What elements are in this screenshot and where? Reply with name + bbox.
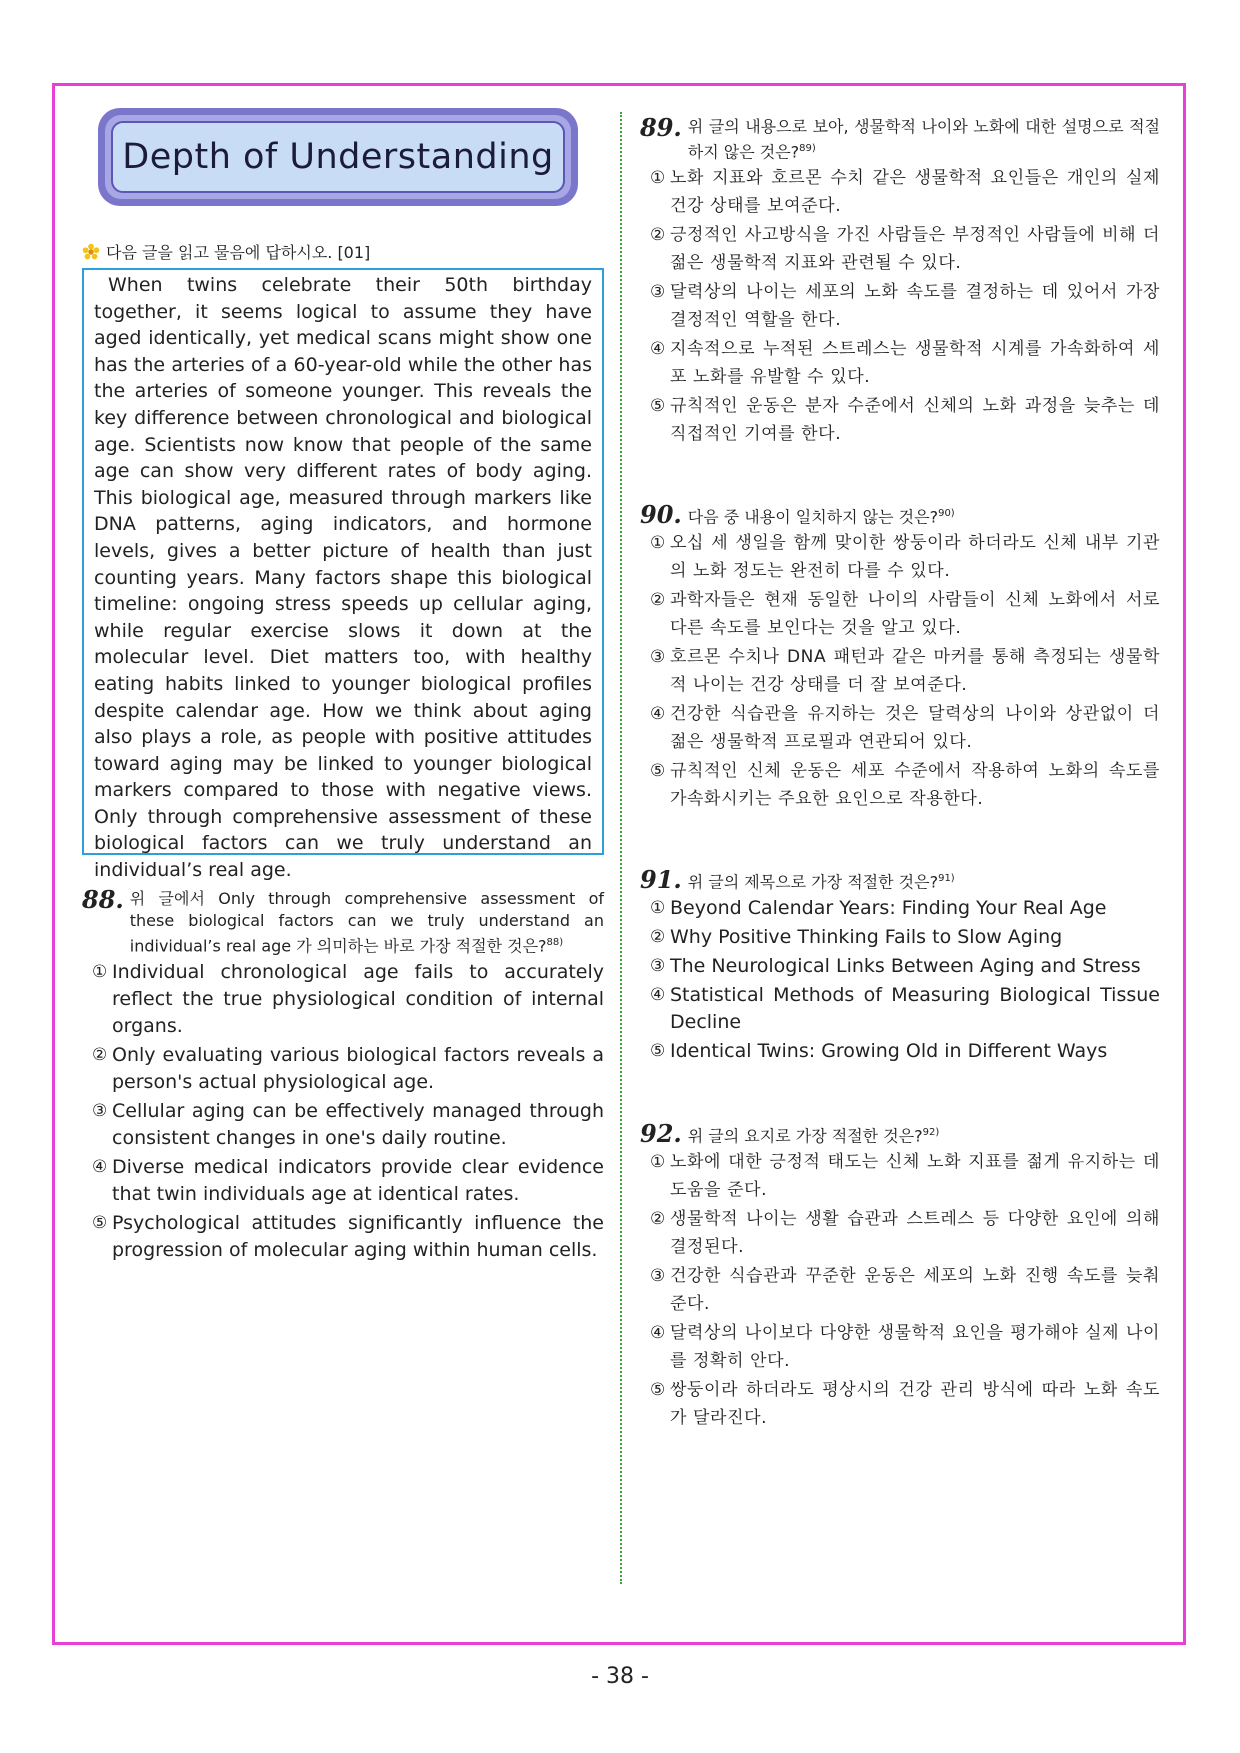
question-88 <box>82 885 604 1264</box>
option[interactable]: ① Beyond Calendar Years: Finding Your Real Age <box>650 897 1107 920</box>
question-text: 위 글의 제목으로 가장 적절한 것은?$^{91)}$ <box>687 872 955 892</box>
page-title: Depth of Understanding <box>122 137 554 177</box>
option[interactable]: ⑤ 규칙적인 운동은 분자 수준에서 신체의 노화 과정을 늦추는 데 직접적인 기여를 한다. <box>650 396 1160 444</box>
question-91 <box>640 865 1160 1065</box>
reading-passage <box>82 268 604 882</box>
option[interactable]: ④ 달력상의 나이보다 다양한 생물학적 요인을 평가해야 실제 나이를 정확히 안다. <box>650 1323 1160 1371</box>
question-text: 다음 중 내용이 일치하지 않는 것은?$^{90)}$ <box>687 507 955 527</box>
footnote: 88) <box>546 937 564 948</box>
option[interactable]: ④ 지속적으로 누적된 스트레스는 생물학적 시계를 가속화하여 세포 노화를 유발할 수 있다. <box>650 339 1160 387</box>
flower-icon <box>82 243 100 261</box>
footnote: 91) <box>938 873 955 884</box>
title-banner <box>98 108 578 206</box>
option[interactable]: ② Only evaluating various biological factors reveals a person's actual physiological age. <box>92 1044 604 1094</box>
footnote: 92) <box>922 1127 940 1138</box>
question-89 <box>640 113 1160 448</box>
option[interactable]: ② Why Positive Thinking Fails to Slow Aging <box>650 926 1063 949</box>
question-number: 90. <box>640 500 682 529</box>
question-92 <box>640 1119 1160 1432</box>
footnote: 89) <box>799 143 816 154</box>
option[interactable]: ③ The Neurological Links Between Aging and Stress <box>650 955 1141 978</box>
option[interactable]: ② 긍정적인 사고방식을 가진 사람들은 부정적인 사람들에 비해 더 젊은 생물학적 지표와 관련될 수 있다. <box>650 225 1160 273</box>
instruction <box>82 240 370 263</box>
question-number: 88. <box>82 885 124 914</box>
column-divider <box>620 112 622 1584</box>
option[interactable]: ① Individual chronological age fails to accurately reflect the true physiological condition of internal organs. <box>92 961 604 1038</box>
option[interactable]: ⑤ Psychological attitudes significantly influence the progression of molecular aging within human cells. <box>92 1212 604 1262</box>
passage-text: When twins celebrate their 50th birthday together, it seems logical to assume they have aged identically, yet medical scans might show one has the arteries of a 60-year-old while the other has the arteries of someone younger. This reveals the key difference between chronological and biological age. Scientists now know that people of the same age can show very different rates of body aging. This biological age, measured through markers like DNA patterns, aging indicators, and hormone levels, gives a better picture of health than just counting years. Many factors shape this biological timeline: ongoing stress speeds up cellular aging, while regular exercise slows it down at the molecular level. Diet matters too, with healthy eating habits linked to younger biological profiles despite calendar age. How we think about aging also plays a role, as people with positive attitudes toward aging may be linked to younger biological markers compared to those with negative views. Only through comprehensive assessment of these biological factors can we truly understand an individual’s real age. <box>94 274 592 882</box>
question-text: 위 글에서 Only through comprehensive assessment of these biological factors can we truly understand an individual’s real age 가 의미하는 바로 가장 적절한 것은?$^{88)}$ <box>129 889 604 956</box>
option[interactable]: ③ 달력상의 나이는 세포의 노화 속도를 결정하는 데 있어서 가장 결정적인 역할을 한다. <box>650 282 1160 330</box>
option[interactable]: ③ 호르몬 수치나 DNA 패턴과 같은 마커를 통해 측정되는 생물학적 나이는 건강 상태를 더 잘 보여준다. <box>650 647 1160 695</box>
option[interactable]: ② 과학자들은 현재 동일한 나이의 사람들이 신체 노화에서 서로 다른 속도를 보인다는 것을 알고 있다. <box>650 590 1160 638</box>
option[interactable]: ④ 건강한 식습관을 유지하는 것은 달력상의 나이와 상관없이 더 젊은 생물학적 프로필과 연관되어 있다. <box>650 704 1160 752</box>
option[interactable]: ① 오십 세 생일을 함께 맞이한 쌍둥이라 하더라도 신체 내부 기관의 노화 정도는 완전히 다를 수 있다. <box>650 533 1160 581</box>
question-text: 위 글의 요지로 가장 적절한 것은?$^{92)}$ <box>687 1126 940 1146</box>
option[interactable]: ① 노화 지표와 호르몬 수치 같은 생물학적 요인들은 개인의 실제 건강 상태를 보여준다. <box>650 168 1160 216</box>
option[interactable]: ⑤ 규칙적인 신체 운동은 세포 수준에서 작용하여 노화의 속도를 가속화시키는 주요한 요인으로 작용한다. <box>650 761 1160 809</box>
question-90 <box>640 500 1160 813</box>
option[interactable]: ② 생물학적 나이는 생활 습관과 스트레스 등 다양한 요인에 의해 결정된다. <box>650 1209 1160 1257</box>
question-number: 92. <box>640 1119 682 1148</box>
instruction-text: 다음 글을 읽고 물음에 답하시오. [01] <box>106 243 371 262</box>
option[interactable]: ⑤ 쌍둥이라 하더라도 평상시의 건강 관리 방식에 따라 노화 속도가 달라진다. <box>650 1380 1160 1428</box>
question-text: 위 글의 내용으로 보아, 생물학적 나이와 노화에 대한 설명으로 적절하지 않은 것은?$^{89)}$ <box>687 117 1160 162</box>
question-number: 89. <box>640 113 682 142</box>
footnote: 90) <box>938 508 955 519</box>
option[interactable]: ④ Diverse medical indicators provide clear evidence that twin individuals age at identical rates. <box>92 1156 604 1206</box>
option[interactable]: ③ Cellular aging can be effectively managed through consistent changes in one's daily routine. <box>92 1100 604 1150</box>
option[interactable]: ① 노화에 대한 긍정적 태도는 신체 노화 지표를 젊게 유지하는 데 도움을 준다. <box>650 1152 1160 1200</box>
question-number: 91. <box>640 865 682 894</box>
option[interactable]: ⑤ Identical Twins: Growing Old in Different Ways <box>650 1040 1108 1063</box>
option[interactable]: ③ 건강한 식습관과 꾸준한 운동은 세포의 노화 진행 속도를 늦춰 준다. <box>650 1266 1160 1314</box>
page-number: - 38 - <box>591 1664 649 1689</box>
option[interactable]: ④ Statistical Methods of Measuring Biological Tissue Decline <box>650 984 1160 1034</box>
